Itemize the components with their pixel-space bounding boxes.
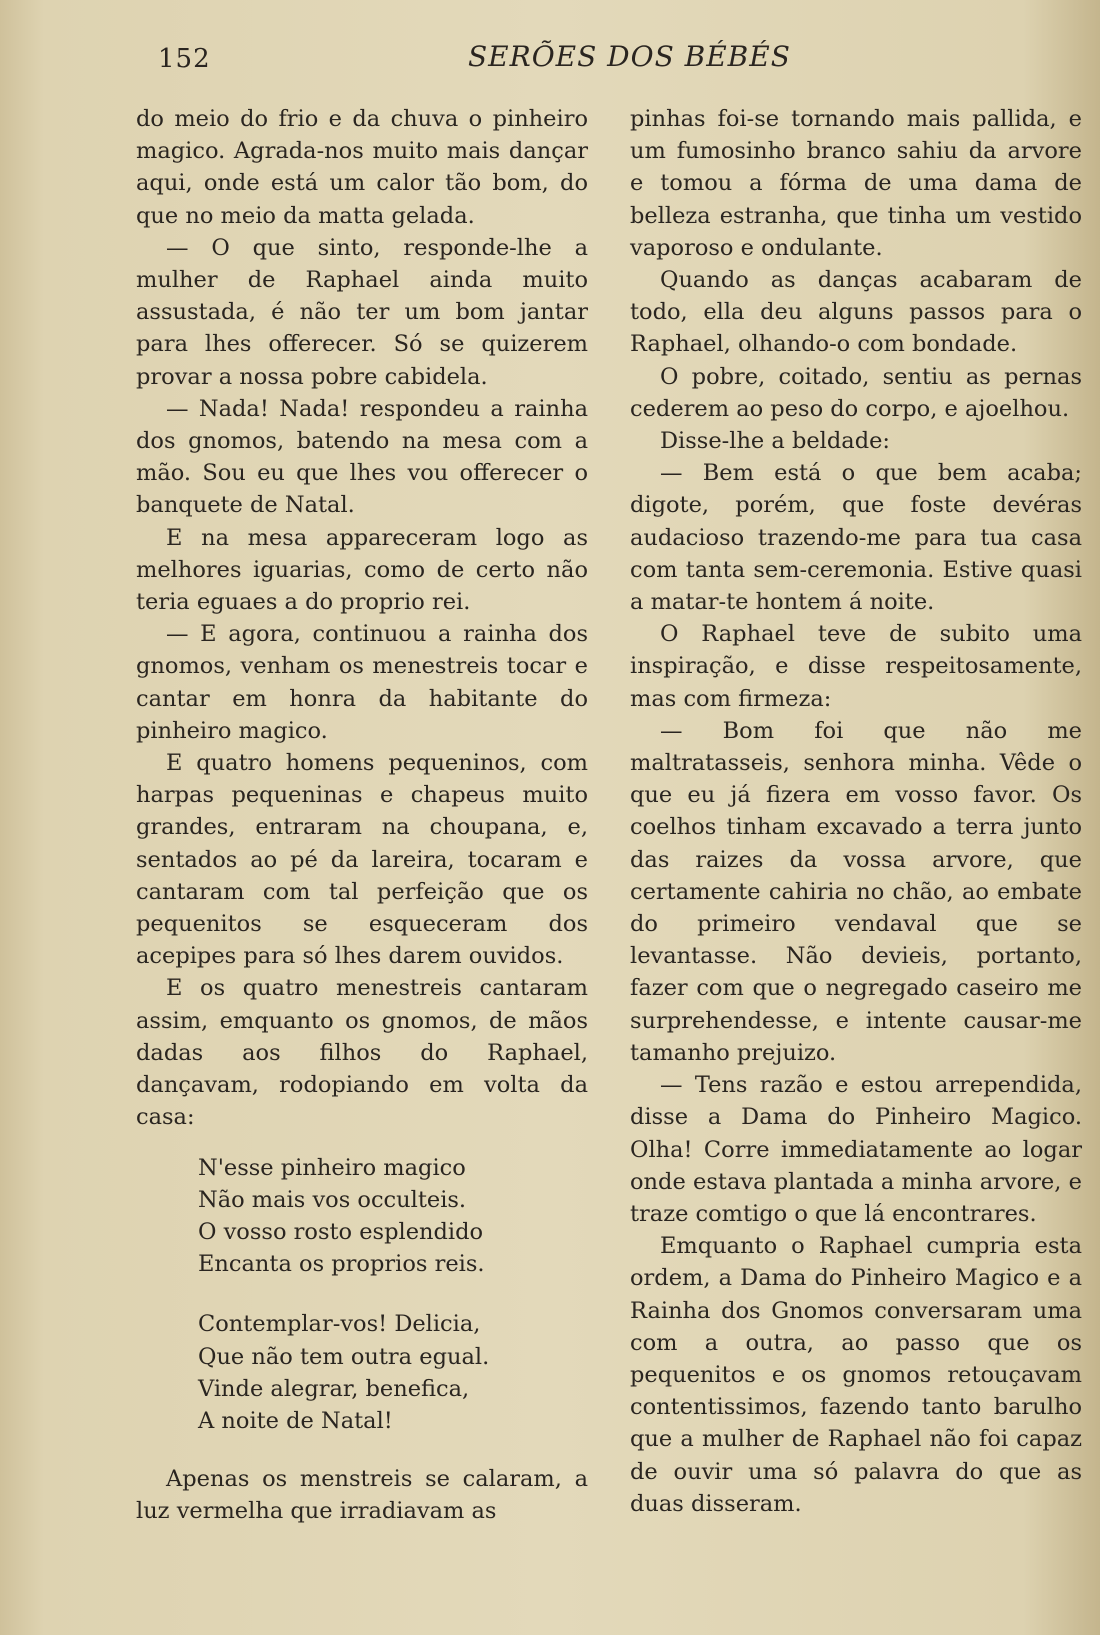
paragraph: pinhas foi-se tornando mais pallida, e um fumosinho branco sahiu da arvore e tomou a fórma de uma dama de belleza estranha, que tinha um vestido vaporoso e ondulante. [630, 106, 1082, 261]
paragraph: — O que sinto, responde-lhe a mulher de Raphael ainda muito assustada, é não ter um bom jantar para lhes offerecer. Só se quizerem provar a nossa pobre cabidela. [136, 234, 588, 390]
paragraph: — Bom foi que não me maltratasseis, senhora minha. Vêde o que eu já fizera em vosso favor. Os coelhos tinham excavado a terra junto das raizes da vossa arvore, que certamente cahiria no chão, ao embate do primeiro vendaval que se levantasse. Não devieis, portanto, fazer com que o negregado caseiro me surprehendesse, e intente causar-me tamanho prejuizo. [630, 717, 1082, 1066]
song-verse [198, 1152, 588, 1438]
paragraph: O pobre, coitado, sentiu as pernas cederem ao peso do corpo, e ajoelhou. [630, 363, 1082, 422]
paragraph: Apenas os menstreis se calaram, a luz vermelha que irradiavam as [136, 1466, 588, 1525]
paragraph: do meio do frio e da chuva o pinheiro magico. Agrada-nos muito mais dançar aqui, onde está um calor tão bom, do que no meio da matta gelada. [136, 106, 588, 229]
running-head: SERÕES DOS BÉBÉS [468, 40, 791, 73]
paragraph: Emquanto o Raphael cumpria esta ordem, a Dama do Pinheiro Magico e a Rainha dos Gnomos conversaram uma com a outra, ao passo que os pequenitos e os gnomos retouçavam contentissimos, fazendo tanto barulho que a mulher de Raphael não foi capaz de ouvir uma só palavra do que as duas disseram. [630, 1233, 1082, 1517]
verse-line: Que não tem outra egual. [198, 1343, 490, 1370]
paragraph: E na mesa appareceram logo as melhores iguarias, como de certo não teria eguaes a do proprio rei. [136, 524, 588, 616]
paragraph: — Bem está o que bem acaba; digote, porém, que foste devéras audacioso trazendo-me para tua casa com tanta sem-ceremonia. Estive quasi a matar-te hontem á noite. [630, 460, 1082, 616]
left-column [136, 103, 588, 1528]
verse-line: A noite de Natal! [198, 1407, 393, 1434]
paragraph: E os quatro menestreis cantaram assim, emquanto os gnomos, de mãos dadas aos filhos do Raphael, dançavam, rodopiando em volta da casa: [136, 975, 588, 1131]
stanza [198, 1152, 588, 1281]
verse-line: Contemplar-vos! Delicia, [198, 1311, 481, 1338]
verse-line: Encanta os proprios reis. [198, 1251, 485, 1278]
paragraph: — E agora, continuou a rainha dos gnomos, venham os menestreis tocar e cantar em honra da habitante do pinheiro magico. [136, 621, 588, 744]
paragraph: O Raphael teve de subito uma inspiração, e disse respeitosamente, mas com firmeza: [630, 621, 1082, 712]
stanza [198, 1308, 588, 1437]
paragraph: Quando as danças acabaram de todo, ella deu alguns passos para o Raphael, olhando-o com bondade. [630, 267, 1082, 358]
paragraph: Disse-lhe a beldade: [660, 428, 890, 455]
verse-line: O vosso rosto esplendido [198, 1218, 484, 1245]
paragraph: E quatro homens pequeninos, com harpas pequeninas e chapeus muito grandes, entraram na choupana, e, sentados ao pé da lareira, tocaram e cantaram com tal perfeição que os pequenitos se esqueceram dos acepipes para só lhes darem ouvidos. [136, 750, 588, 970]
paragraph: — Tens razão e estou arrependida, disse a Dama do Pinheiro Magico. Olha! Corre immediatamente ao logar onde estava plantada a minha arvore, e traze comtigo o que lá encontrares. [630, 1072, 1082, 1227]
right-column [630, 103, 1082, 1520]
page-number: 152 [158, 44, 211, 74]
paragraph: — Nada! Nada! respondeu a rainha dos gnomos, batendo na mesa com a mão. Sou eu que lhes vou offerecer o banquete de Natal. [136, 395, 588, 519]
verse-line: N'esse pinheiro magico [198, 1154, 466, 1181]
verse-line: Não mais vos occulteis. [198, 1186, 467, 1213]
verse-line: Vinde alegrar, benefica, [198, 1375, 470, 1402]
